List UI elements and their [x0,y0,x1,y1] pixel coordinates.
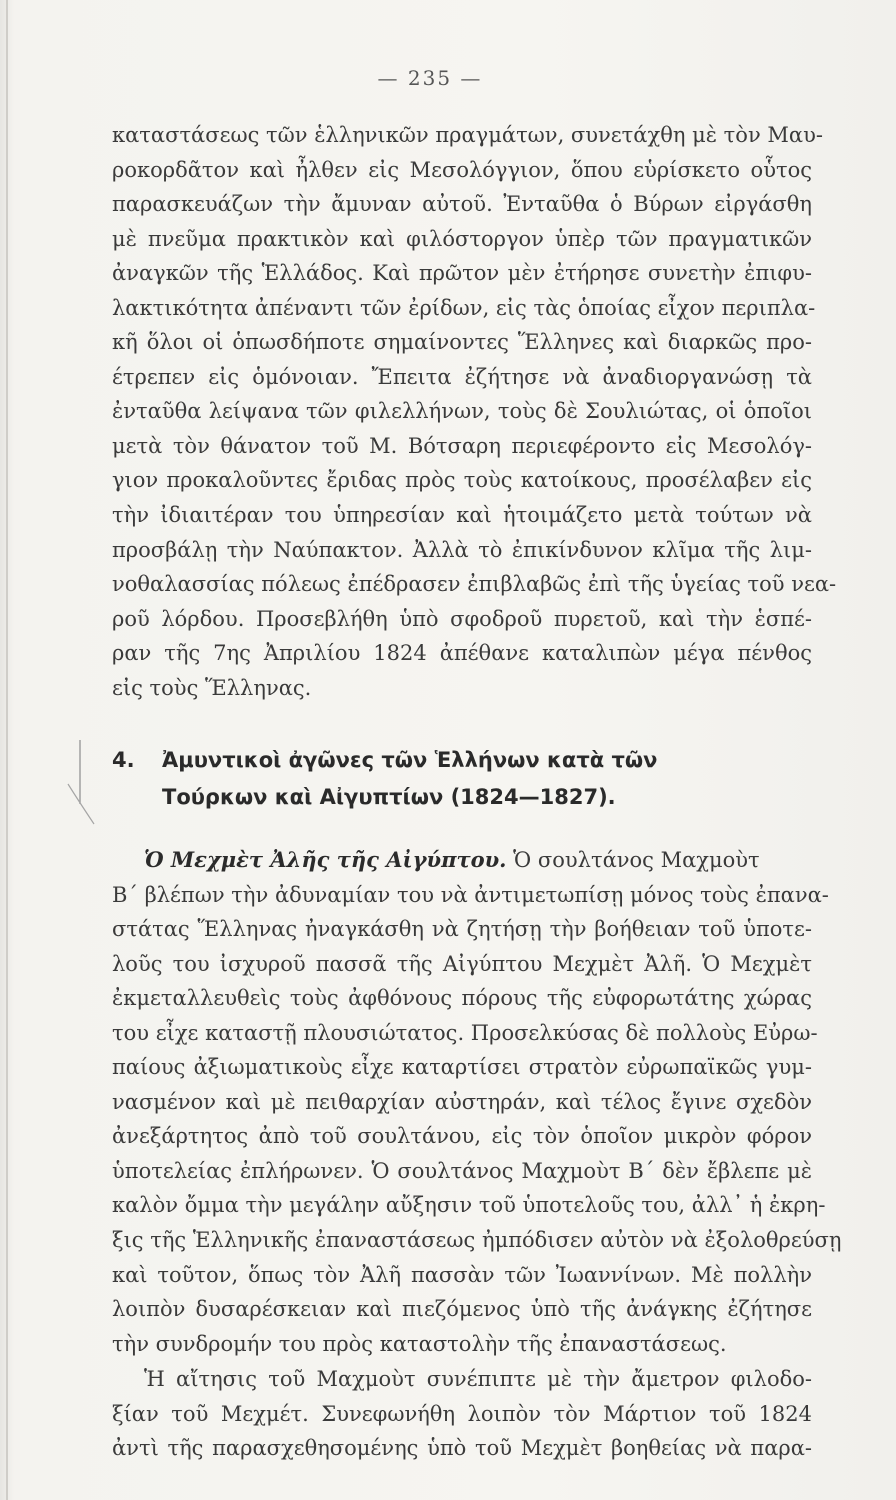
text-line: τὴν ἰδιαιτέραν του ὑπηρεσίαν καὶ ἡτοιμάζετο μετὰ τούτων νὰ [112,503,812,528]
text-line: καὶ τοῦτον, ὅπως τὸν Ἀλῆ πασσὰν τῶν Ἰωαννίνων. Μὲ πολλὴν [112,1262,812,1287]
text-line: λοῦς του ἰσχυροῦ πασσᾶ τῆς Αἰγύπτου Μεχμὲτ Ἀλῆ. Ὁ Μεχμὲτ [112,951,812,976]
heading-text-2: Τούρκων καὶ Αἰγυπτίων (1824—1827). [162,785,616,809]
text-line: καταστάσεως τῶν ἑλληνικῶν πραγμάτων, συνετάχθη μὲ τὸν Μαυ- [112,123,823,147]
heading-text-1: Ἀμυντικοὶ ἀγῶνες τῶν Ἑλλήνων κατὰ τῶν [162,748,658,772]
text-line: Ἡ αἴτησις τοῦ Μαχμοὺτ συνέπιπτε μὲ τὴν ἄμετρον φιλοδο- [144,1367,812,1391]
page-edge [6,0,8,1500]
text-line: ὑποτελείας ἐπλήρωνεν. Ὁ σουλτάνος Μαχμοὺτ Β΄ δὲν ἔβλεπε μὲ [112,1158,812,1183]
text-line: έτρεπεν εἰς ὁμόνοιαν. Ἔπειτα ἐζήτησε νὰ ἀναδιοργανώσῃ τὰ [112,364,812,389]
text-line: καλὸν ὄμμα τὴν μεγάλην αὔξησιν τοῦ ὑποτελοῦς του, ἀλλ᾿ ἡ ἐκρη- [112,1193,826,1218]
text-line: μετὰ τὸν θάνατον τοῦ Μ. Βότσαρη περιεφέροντο εἰς Μεσολόγ- [112,433,812,458]
heading-line-1 [112,742,812,779]
text-line: νοθαλασσίας πόλεως ἐπέδρασεν ἐπιβλαβῶς ἐπὶ τῆς ὑγείας τοῦ νεα- [112,572,837,597]
text-line: μὲ πνεῦμα πρακτικὸν καὶ φιλόστοργον ὑπὲρ τῶν πραγματικῶν [112,226,812,251]
text-line: λακτικότητα ἀπέναντι τῶν ἐρίδων, εἰς τὰς ὁποίας εἶχον περιπλα- [112,295,816,320]
text-line: παίους ἀξιωματικοὺς εἶχε καταρτίσει στρατὸν εὐρωπαϊκῶς γυμ- [112,1055,812,1080]
text-line: ἀντὶ τῆς παρασχεθησομένης ὑπὸ τοῦ Μεχμὲτ βοηθείας νὰ παρα- [112,1436,812,1461]
text-line: τὴν συνδρομήν του πρὸς καταστολὴν τῆς ἐπαναστάσεως. [112,1331,727,1356]
paragraph-subtitle: Ὁ Μεχμὲτ Ἀλῆς τῆς Αἰγύπτου. [144,847,507,872]
text-line: του εἶχε καταστῇ πλουσιώτατος. Προσελκύσας δὲ πολλοὺς Εὐρω- [112,1020,818,1045]
text-line: προσβάλῃ τὴν Ναύπακτον. Ἀλλὰ τὸ ἐπικίνδυνον κλῖμα τῆς λιμ- [112,537,812,562]
text-line: ροκορδᾶτον καὶ ἦλθεν εἰς Μεσολόγγιον, ὅπου εὑρίσκετο οὗτος [112,157,812,182]
text-line: ροῦ λόρδου. Προσεβλήθη ὑπὸ σφοδροῦ πυρετοῦ, καὶ τὴν ἑσπέ- [112,606,812,631]
text-line: ἐνταῦθα λείψανα τῶν φιλελλήνων, τοὺς δὲ Σουλιώτας, οἱ ὁποῖοι [112,399,812,424]
pencil-mark [66,738,96,828]
text-line: εἰς τοὺς Ἕλληνας. [112,675,312,700]
text-line: ραν τῆς 7ης Ἀπριλίου 1824 ἀπέθανε καταλιπὼν μέγα πένθος [112,641,812,666]
text-line: λοιπὸν δυσαρέσκειαν καὶ πιεζόμενος ὑπὸ τῆς ἀνάγκης ἐζήτησε [112,1297,812,1322]
text-line: παρασκευάζων τὴν ἄμυναν αὐτοῦ. Ἐνταῦθα ὁ Βύρων εἰργάσθη [112,192,812,217]
text-line: στάτας Ἕλληνας ἠναγκάσθη νὰ ζητήσῃ τὴν βοήθειαν τοῦ ὑποτε- [112,917,812,942]
paragraph-1 [112,118,837,705]
text-line: ἀναγκῶν τῆς Ἑλλάδος. Καὶ πρῶτον μὲν ἐτήρησε συνετὴν ἐπιφυ- [112,261,812,286]
text-line: νασμένον καὶ μὲ πειθαρχίαν αὐστηράν, καὶ τέλος ἔγινε σχεδὸν [112,1089,812,1114]
text-line: κῆ ὅλοι οἱ ὁπωσδήποτε σημαίνοντες Ἕλληνες καὶ διαρκῶς προ- [112,330,812,355]
paragraph-2 [112,843,842,1361]
text-line [112,843,812,878]
section-heading [112,742,812,816]
text-line: γιον προκαλοῦντες ἔριδας πρὸς τοὺς κατοίκους, προσέλαβεν εἰς [112,468,812,493]
page-number: — 235 — [377,66,483,90]
text-span: Ὁ σουλτάνος Μαχμοὺτ [506,848,760,872]
text-line: ξίαν τοῦ Μεχμέτ. Συνεφωνήθη λοιπὸν τὸν Μάρτιον τοῦ 1824 [112,1401,812,1426]
text-line: Β΄ βλέπων τὴν ἀδυναμίαν του νὰ ἀντιμετωπίσῃ μόνος τοὺς ἐπανα- [112,882,829,907]
text-line: ἐκμεταλλευθεὶς τοὺς ἀφθόνους πόρους τῆς εὐφορωτάτης χώρας [112,986,812,1011]
section-number: 4. [112,748,135,772]
text-line: ξις τῆς Ἑλληνικῆς ἐπαναστάσεως ἠμπόδισεν αὐτὸν νὰ ἐξολοθρεύσῃ [112,1228,842,1253]
text-line: ἀνεξάρτητος ἀπὸ τοῦ σουλτάνου, εἰς τὸν ὁποῖον μικρὸν φόρον [112,1124,812,1149]
paragraph-3 [112,1362,812,1466]
